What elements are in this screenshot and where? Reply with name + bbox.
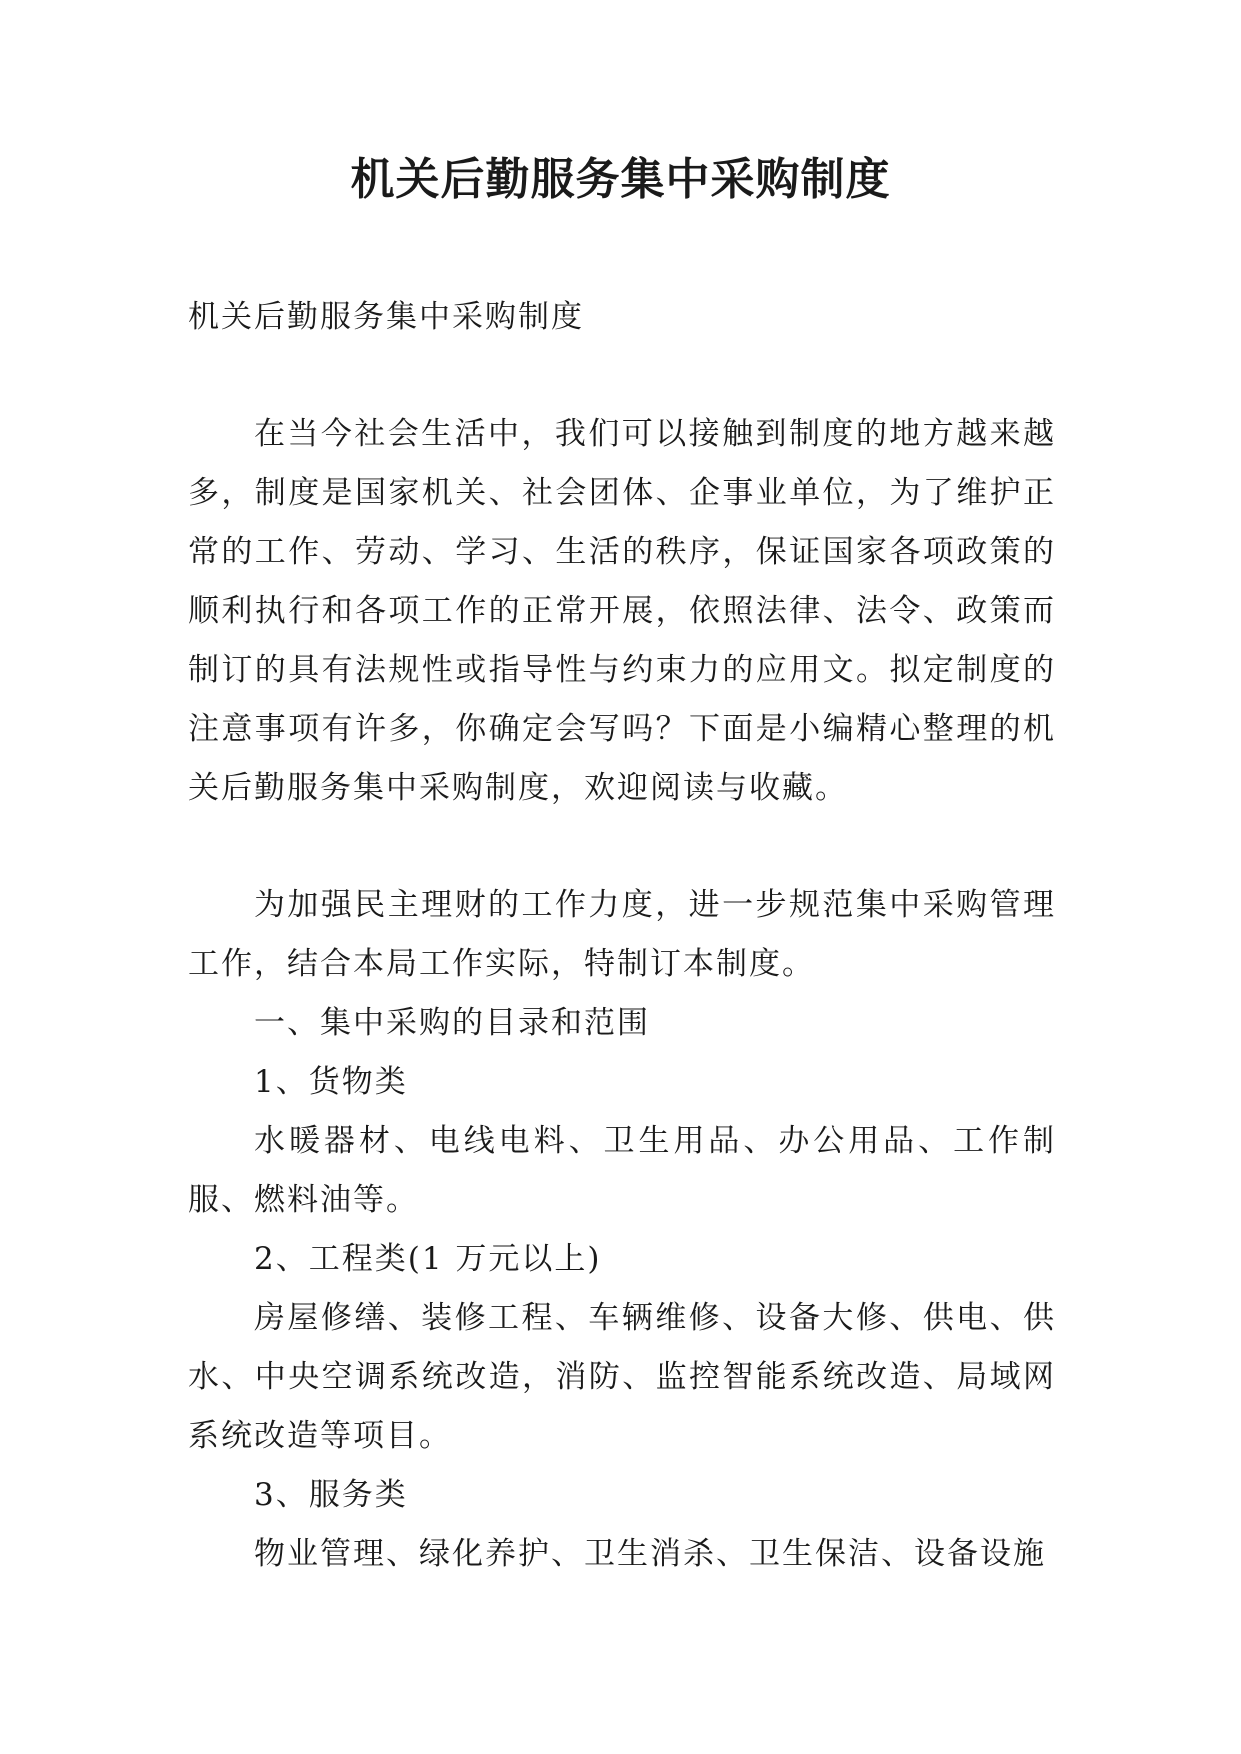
- intro-paragraph: 在当今社会生活中，我们可以接触到制度的地方越来越多，制度是国家机关、社会团体、企事业单位，为了维护正常的工作、劳动、学习、生活的秩序，保证国家各项政策的顺利执行和各项工作的正常开展，依照法律、法令、政策而制订的具有法规性或指导性与约束力的应用文。拟定制度的注意事项有许多，你确定会写吗？下面是小编精心整理的机关后勤服务集中采购制度，欢迎阅读与收藏。: [188, 416, 1056, 806]
- item-text-goods: 水暖器材、电线电料、卫生用品、办公用品、工作制服、燃料油等。: [188, 1123, 1056, 1218]
- document-subtitle: 机关后勤服务集中采购制度: [188, 299, 584, 335]
- purpose-paragraph: 为加强民主理财的工作力度，进一步规范集中采购管理工作，结合本局工作实际，特制订本制度。: [188, 887, 1056, 982]
- item-text-engineering: 房屋修缮、装修工程、车辆维修、设备大修、供电、供水、中央空调系统改造，消防、监控智能系统改造、局域网系统改造等项目。: [188, 1300, 1056, 1454]
- paragraph-gap: [188, 347, 1056, 405]
- document-body: [188, 288, 1056, 1584]
- section-heading: 一、集中采购的目录和范围: [254, 1005, 650, 1041]
- item-text-services: 物业管理、绿化养护、卫生消杀、卫生保洁、设备设施: [254, 1536, 1046, 1572]
- document-title: 机关后勤服务集中采购制度: [350, 154, 891, 205]
- paragraph-gap: [188, 818, 1056, 876]
- item-heading-engineering: 2、工程类(1 万元以上): [254, 1241, 602, 1277]
- item-heading-goods: 1、货物类: [254, 1064, 408, 1100]
- item-heading-services: 3、服务类: [254, 1477, 408, 1513]
